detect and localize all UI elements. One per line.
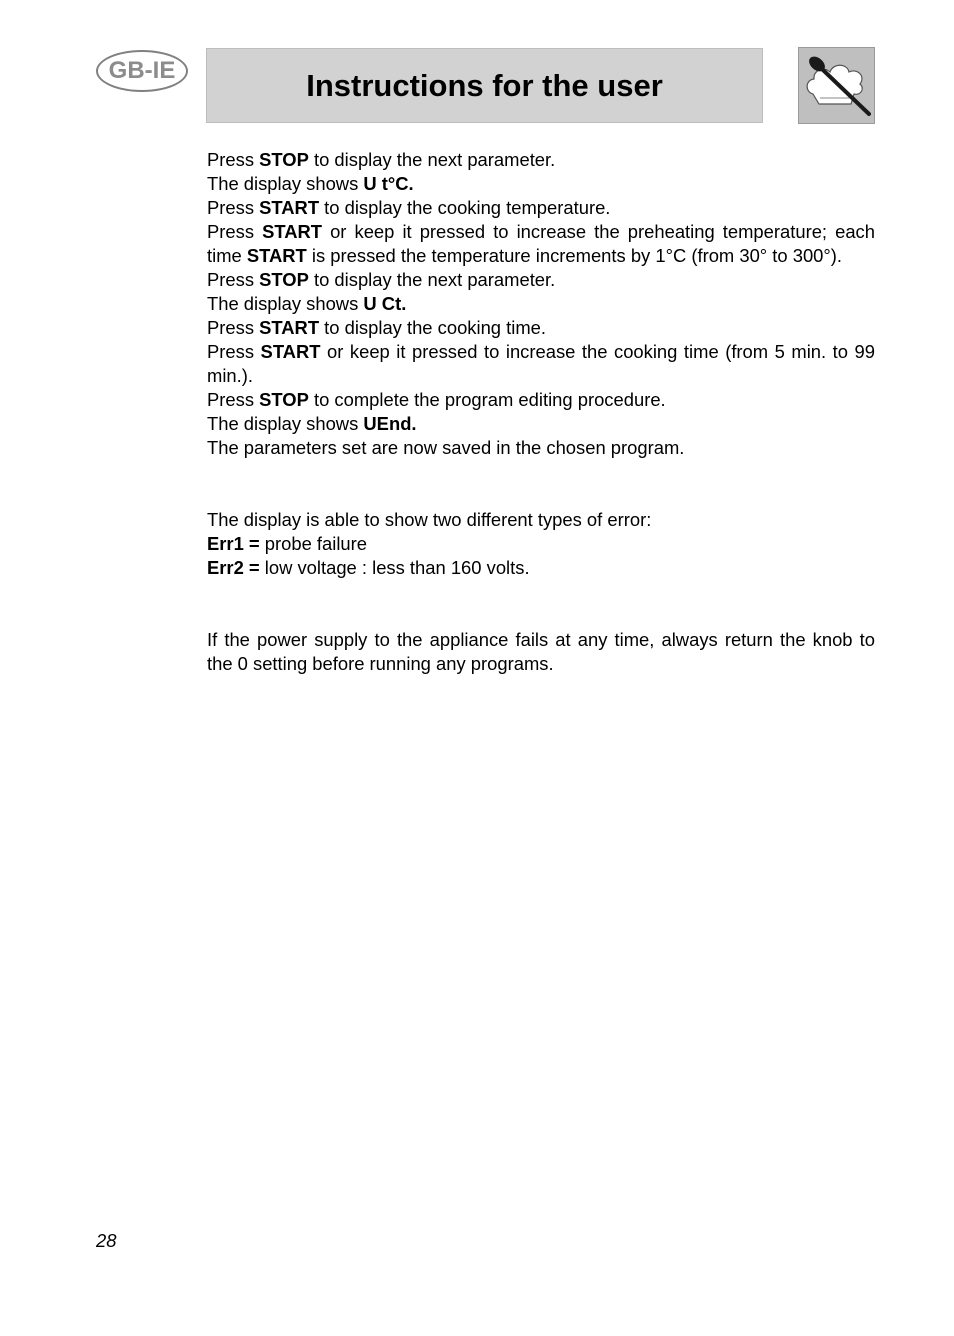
step-line: Press START to display the cooking time. [207, 317, 547, 338]
power-note-section [207, 628, 875, 676]
error-item: Err1 = probe failure [207, 533, 368, 554]
page-title: Instructions for the user [306, 67, 663, 103]
step-line: Press START or keep it pressed to increase the preheating temperature; each time START is pressed the temperature increments by 1°C (from 30° to 300°). [207, 221, 875, 266]
header-bar [206, 48, 763, 123]
step-line: Press STOP to display the next parameter. [207, 149, 556, 170]
step-line: The display shows U Ct. [207, 293, 407, 314]
error-item: Err2 = low voltage : less than 160 volts. [207, 557, 530, 578]
page-number: 28 [96, 1230, 117, 1251]
step-line: Press STOP to complete the program editing procedure. [207, 389, 666, 410]
region-badge [96, 50, 188, 92]
step-line: The parameters set are now saved in the chosen program. [207, 437, 685, 458]
instructions-body [207, 148, 875, 676]
step-line: Press STOP to display the next parameter. [207, 269, 556, 290]
step-line: Press START or keep it pressed to increase the cooking time (from 5 min. to 99 min.). [207, 341, 875, 386]
step-line: The display shows U t°C. [207, 173, 414, 194]
program-steps [207, 148, 875, 460]
error-intro: The display is able to show two different types of error: [207, 509, 652, 530]
error-section [207, 508, 875, 580]
power-note: If the power supply to the appliance fails at any time, always return the knob to the 0 setting before running any programs. [207, 629, 875, 674]
step-line: The display shows UEnd. [207, 413, 417, 434]
region-badge-label: GB-IE [108, 57, 176, 84]
step-line: Press START to display the cooking temperature. [207, 197, 611, 218]
chef-hat-spoon-icon [798, 47, 875, 124]
